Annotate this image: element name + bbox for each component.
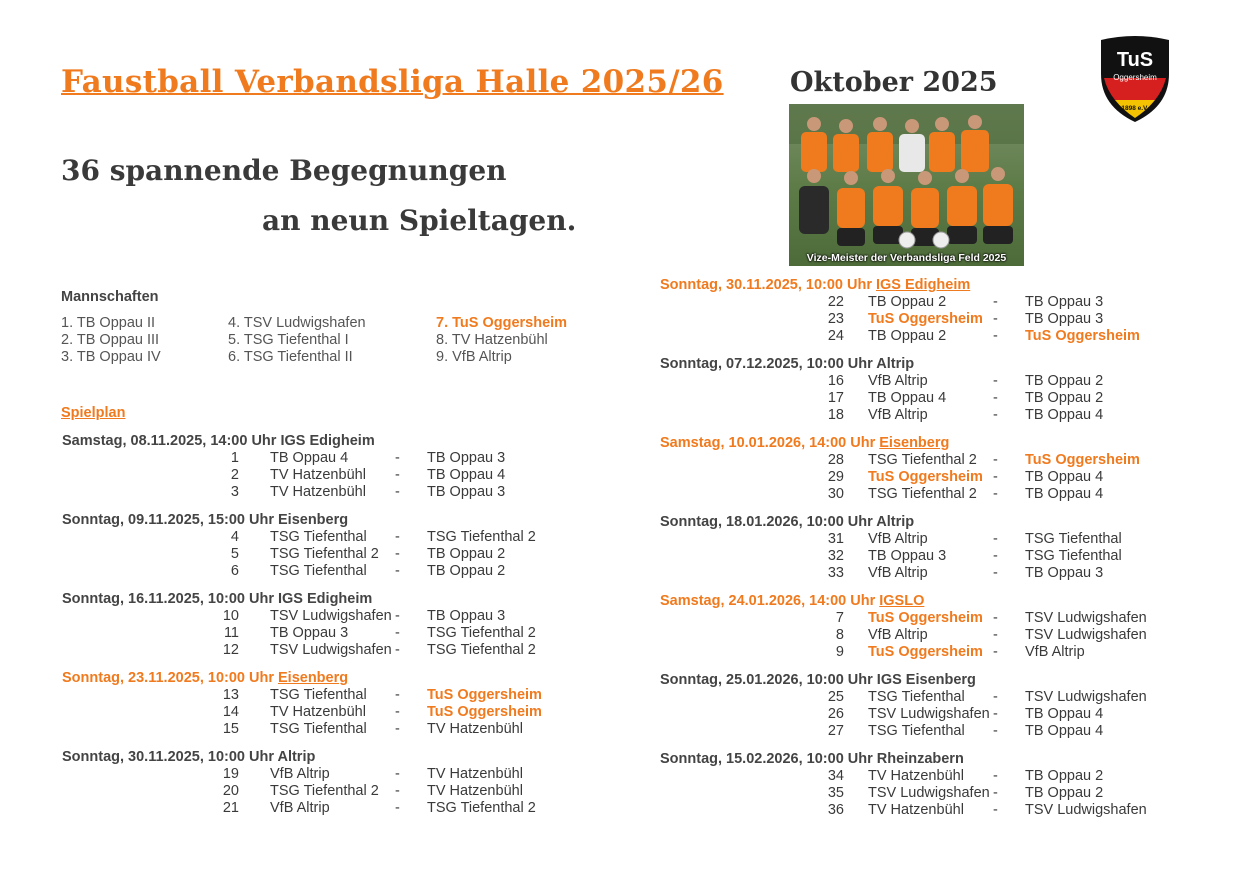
match-away: TV Hatzenbühl — [427, 721, 523, 737]
match-home: TuS Oggersheim — [868, 469, 983, 485]
match-dash: - — [993, 294, 998, 310]
matchday-heading — [660, 356, 914, 372]
match-num: 32 — [827, 548, 844, 564]
match-dash: - — [993, 723, 998, 739]
match-away: VfB Altrip — [1025, 644, 1085, 660]
match-away: TB Oppau 4 — [1025, 486, 1104, 502]
matchday-date: Samstag, 08.11.2025, 14:00 Uhr — [62, 433, 281, 449]
match-num: 20 — [222, 783, 239, 799]
subtitle-line-2: an neun Spieltagen. — [262, 204, 577, 237]
match-home: VfB Altrip — [868, 373, 928, 389]
matchday-heading — [62, 749, 315, 765]
match-home: TSV Ludwigshafen — [270, 608, 392, 624]
match-row — [0, 565, 1235, 582]
match-num: 22 — [827, 294, 844, 310]
team-item: 8. TV Hatzenbühl — [436, 332, 548, 348]
match-num: 8 — [835, 627, 844, 643]
match-num: 27 — [827, 723, 844, 739]
match-dash: - — [993, 486, 998, 502]
matchday-date: Sonntag, 09.11.2025, 15:00 Uhr — [62, 512, 278, 528]
match-row — [0, 373, 1235, 390]
team-photo — [789, 104, 1024, 266]
svg-text:1898 e.V.: 1898 e.V. — [1121, 105, 1149, 112]
svg-text:TuS: TuS — [1116, 49, 1154, 71]
match-row — [0, 311, 1235, 328]
page-title: Faustball Verbandsliga Halle 2025/26 — [61, 64, 724, 100]
match-num: 5 — [230, 546, 239, 562]
match-home: TSG Tiefenthal — [868, 723, 965, 739]
month-label: Oktober 2025 — [790, 67, 998, 98]
matchday-heading — [62, 591, 372, 607]
match-row — [0, 390, 1235, 407]
match-dash: - — [395, 800, 400, 816]
match-away: TSG Tiefenthal — [1025, 531, 1122, 547]
matchday-venue: IGS Edigheim — [280, 433, 375, 449]
matchday-date: Sonntag, 07.12.2025, 10:00 Uhr — [660, 356, 877, 372]
match-num: 21 — [222, 800, 239, 816]
match-row — [0, 689, 1235, 706]
match-num: 4 — [230, 529, 239, 545]
matchday-date: Sonntag, 23.11.2025, 10:00 Uhr — [62, 670, 278, 686]
match-num: 29 — [827, 469, 844, 485]
match-dash: - — [395, 766, 400, 782]
match-row — [0, 768, 1235, 785]
match-dash: - — [993, 548, 998, 564]
match-away: TB Oppau 2 — [1025, 390, 1104, 406]
match-home: VfB Altrip — [270, 766, 330, 782]
match-away: TV Hatzenbühl — [427, 766, 523, 782]
match-num: 35 — [827, 785, 844, 801]
match-dash: - — [993, 452, 998, 468]
photo-caption: Vize-Meister der Verbandsliga Feld 2025 — [806, 252, 1007, 264]
match-row — [0, 452, 1235, 469]
match-home: VfB Altrip — [868, 407, 928, 423]
team-item: 4. TSV Ludwigshafen — [228, 315, 366, 331]
match-num: 25 — [827, 689, 844, 705]
match-away: TSG Tiefenthal 2 — [427, 625, 536, 641]
match-home: TSV Ludwigshafen — [270, 642, 392, 658]
match-home: TSG Tiefenthal 2 — [868, 486, 977, 502]
match-dash: - — [993, 802, 998, 818]
shield-icon — [1097, 34, 1173, 124]
match-home: TB Oppau 4 — [270, 450, 349, 466]
match-home: TSG Tiefenthal 2 — [270, 546, 379, 562]
match-num: 2 — [230, 467, 239, 483]
match-dash: - — [993, 469, 998, 485]
match-home: TSV Ludwigshafen — [868, 706, 990, 722]
matchday-venue: Eisenberg — [278, 670, 349, 686]
match-num: 34 — [827, 768, 844, 784]
match-away: TB Oppau 4 — [1025, 407, 1104, 423]
match-dash: - — [993, 407, 998, 423]
matchday-date: Samstag, 10.01.2026, 14:00 Uhr — [660, 435, 880, 451]
match-num: 6 — [230, 563, 239, 579]
match-dash: - — [395, 625, 400, 641]
match-num: 26 — [827, 706, 844, 722]
match-away: TB Oppau 4 — [1025, 469, 1104, 485]
match-dash: - — [993, 610, 998, 626]
match-away: TB Oppau 3 — [427, 484, 506, 500]
match-away: TuS Oggersheim — [1025, 452, 1140, 468]
match-home: TSG Tiefenthal 2 — [868, 452, 977, 468]
match-home: TSG Tiefenthal — [270, 529, 367, 545]
match-away: TSG Tiefenthal 2 — [427, 529, 536, 545]
match-num: 17 — [827, 390, 844, 406]
match-row — [0, 802, 1235, 819]
team-photo-image — [789, 104, 1024, 266]
matchday-venue: Altrip — [876, 514, 915, 530]
match-home: TSG Tiefenthal — [868, 689, 965, 705]
match-row — [0, 469, 1235, 486]
match-dash: - — [395, 642, 400, 658]
matchday-venue: Rheinzabern — [876, 751, 964, 767]
matchday-heading — [660, 672, 976, 688]
match-dash: - — [993, 768, 998, 784]
matchday-heading — [62, 433, 375, 449]
match-away: TB Oppau 2 — [427, 546, 506, 562]
match-home: TB Oppau 2 — [868, 294, 947, 310]
team-item-highlight: 7. TuS Oggersheim — [436, 315, 568, 331]
match-away: TuS Oggersheim — [1025, 328, 1140, 344]
subtitle-line-1: 36 spannende Begegnungen — [61, 154, 507, 187]
match-home: TV Hatzenbühl — [270, 467, 366, 483]
match-num: 9 — [835, 644, 844, 660]
teams-heading: Mannschaften — [61, 289, 159, 305]
match-dash: - — [993, 627, 998, 643]
matchday-date: Sonntag, 16.11.2025, 10:00 Uhr — [62, 591, 278, 607]
match-home: TuS Oggersheim — [868, 311, 983, 327]
match-away: TSV Ludwigshafen — [1025, 627, 1147, 643]
match-num: 19 — [222, 766, 239, 782]
match-home: TB Oppau 3 — [270, 625, 349, 641]
match-away: TB Oppau 2 — [1025, 373, 1104, 389]
match-num: 10 — [222, 608, 239, 624]
match-num: 3 — [230, 484, 239, 500]
match-dash: - — [993, 644, 998, 660]
match-num: 30 — [827, 486, 844, 502]
match-num: 15 — [222, 721, 239, 737]
matchday-heading — [660, 277, 970, 293]
team-item: 1. TB Oppau II — [61, 315, 156, 331]
match-home: TB Oppau 4 — [868, 390, 947, 406]
match-home: TV Hatzenbühl — [868, 768, 964, 784]
matchday-venue: Altrip — [876, 356, 915, 372]
match-num: 16 — [827, 373, 844, 389]
match-num: 14 — [222, 704, 239, 720]
schedule-heading: Spielplan — [61, 405, 126, 421]
match-num: 11 — [223, 625, 239, 641]
matchday-venue: IGSLO — [879, 593, 925, 609]
match-away: TuS Oggersheim — [427, 704, 542, 720]
match-dash: - — [395, 529, 400, 545]
matchday-heading — [660, 514, 914, 530]
match-num: 7 — [835, 610, 844, 626]
match-dash: - — [395, 721, 400, 737]
matchday-venue: Eisenberg — [879, 435, 950, 451]
match-row — [0, 723, 1235, 740]
match-home: TV Hatzenbühl — [868, 802, 964, 818]
matchday-heading — [62, 512, 348, 528]
match-dash: - — [395, 704, 400, 720]
match-away: TB Oppau 2 — [1025, 785, 1104, 801]
match-dash: - — [395, 467, 400, 483]
matchday-heading — [660, 435, 949, 451]
match-dash: - — [395, 687, 400, 703]
match-row — [0, 548, 1235, 565]
match-num: 18 — [827, 407, 844, 423]
match-home: TV Hatzenbühl — [270, 704, 366, 720]
match-away: TSG Tiefenthal 2 — [427, 800, 536, 816]
match-dash: - — [993, 785, 998, 801]
match-num: 23 — [827, 311, 844, 327]
match-num: 1 — [230, 450, 239, 466]
match-home: TSG Tiefenthal 2 — [270, 783, 379, 799]
match-dash: - — [993, 565, 998, 581]
match-away: TB Oppau 3 — [427, 608, 506, 624]
match-away: TuS Oggersheim — [427, 687, 542, 703]
match-row — [0, 294, 1235, 311]
match-away: TB Oppau 3 — [1025, 311, 1104, 327]
match-num: 33 — [827, 565, 844, 581]
match-dash: - — [395, 563, 400, 579]
match-dash: - — [993, 706, 998, 722]
team-item: 2. TB Oppau III — [61, 332, 160, 348]
match-num: 28 — [827, 452, 844, 468]
svg-text:Oggersheim: Oggersheim — [1113, 73, 1157, 82]
match-num: 24 — [827, 328, 844, 344]
match-away: TV Hatzenbühl — [427, 783, 523, 799]
match-num: 13 — [222, 687, 239, 703]
match-home: TSV Ludwigshafen — [868, 785, 990, 801]
match-away: TSG Tiefenthal — [1025, 548, 1122, 564]
matchday-date: Sonntag, 30.11.2025, 10:00 Uhr — [62, 749, 278, 765]
match-dash: - — [395, 450, 400, 466]
match-home: TB Oppau 3 — [868, 548, 947, 564]
match-dash: - — [395, 484, 400, 500]
match-home: TuS Oggersheim — [868, 644, 983, 660]
match-row — [0, 627, 1235, 644]
match-away: TSV Ludwigshafen — [1025, 802, 1147, 818]
match-num: 31 — [827, 531, 844, 547]
match-home: TB Oppau 2 — [868, 328, 947, 344]
match-dash: - — [993, 373, 998, 389]
matchday-date: Sonntag, 25.01.2026, 10:00 Uhr — [660, 672, 877, 688]
match-home: TSG Tiefenthal — [270, 687, 367, 703]
match-home: VfB Altrip — [868, 531, 928, 547]
match-away: TSV Ludwigshafen — [1025, 610, 1147, 626]
match-dash: - — [993, 689, 998, 705]
match-home: VfB Altrip — [868, 565, 928, 581]
team-item: 5. TSG Tiefenthal I — [228, 332, 349, 348]
match-row — [0, 610, 1235, 627]
matchday-heading — [62, 670, 348, 686]
match-away: TB Oppau 3 — [1025, 565, 1104, 581]
matchday-venue: Altrip — [277, 749, 316, 765]
match-home: VfB Altrip — [868, 627, 928, 643]
matchday-heading — [660, 593, 924, 609]
match-away: TB Oppau 4 — [1025, 706, 1104, 722]
match-dash: - — [993, 328, 998, 344]
match-away: TB Oppau 2 — [1025, 768, 1104, 784]
match-away: TB Oppau 2 — [427, 563, 506, 579]
match-row — [0, 407, 1235, 424]
match-home: TuS Oggersheim — [868, 610, 983, 626]
matchday-date: Sonntag, 15.02.2026, 10:00 Uhr — [660, 751, 877, 767]
matchday-heading — [660, 751, 964, 767]
match-dash: - — [395, 783, 400, 799]
matchday-date: Sonntag, 30.11.2025, 10:00 Uhr — [660, 277, 876, 293]
matchday-venue: IGS Edigheim — [876, 277, 971, 293]
match-dash: - — [395, 608, 400, 624]
match-dash: - — [993, 390, 998, 406]
match-home: VfB Altrip — [270, 800, 330, 816]
match-num: 36 — [827, 802, 844, 818]
matchday-venue: IGS Eisenberg — [876, 672, 976, 688]
match-away: TB Oppau 3 — [1025, 294, 1104, 310]
match-row — [0, 785, 1235, 802]
match-row — [0, 706, 1235, 723]
match-row — [0, 644, 1235, 661]
match-row — [0, 486, 1235, 503]
match-row — [0, 531, 1235, 548]
match-away: TB Oppau 4 — [1025, 723, 1104, 739]
match-num: 12 — [222, 642, 239, 658]
matchday-venue: Eisenberg — [278, 512, 349, 528]
match-home: TV Hatzenbühl — [270, 484, 366, 500]
team-item: 9. VfB Altrip — [436, 349, 512, 365]
matchday-venue: IGS Edigheim — [278, 591, 373, 607]
match-away: TB Oppau 4 — [427, 467, 506, 483]
matchday-date: Samstag, 24.01.2026, 14:00 Uhr — [660, 593, 880, 609]
match-away: TB Oppau 3 — [427, 450, 506, 466]
match-home: TSG Tiefenthal — [270, 721, 367, 737]
match-home: TSG Tiefenthal — [270, 563, 367, 579]
match-dash: - — [993, 531, 998, 547]
team-item: 6. TSG Tiefenthal II — [228, 349, 353, 365]
match-away: TSV Ludwigshafen — [1025, 689, 1147, 705]
match-dash: - — [993, 311, 998, 327]
match-away: TSG Tiefenthal 2 — [427, 642, 536, 658]
match-dash: - — [395, 546, 400, 562]
club-logo — [1097, 34, 1173, 124]
team-item: 3. TB Oppau IV — [61, 349, 161, 365]
match-row — [0, 328, 1235, 345]
matchday-date: Sonntag, 18.01.2026, 10:00 Uhr — [660, 514, 877, 530]
